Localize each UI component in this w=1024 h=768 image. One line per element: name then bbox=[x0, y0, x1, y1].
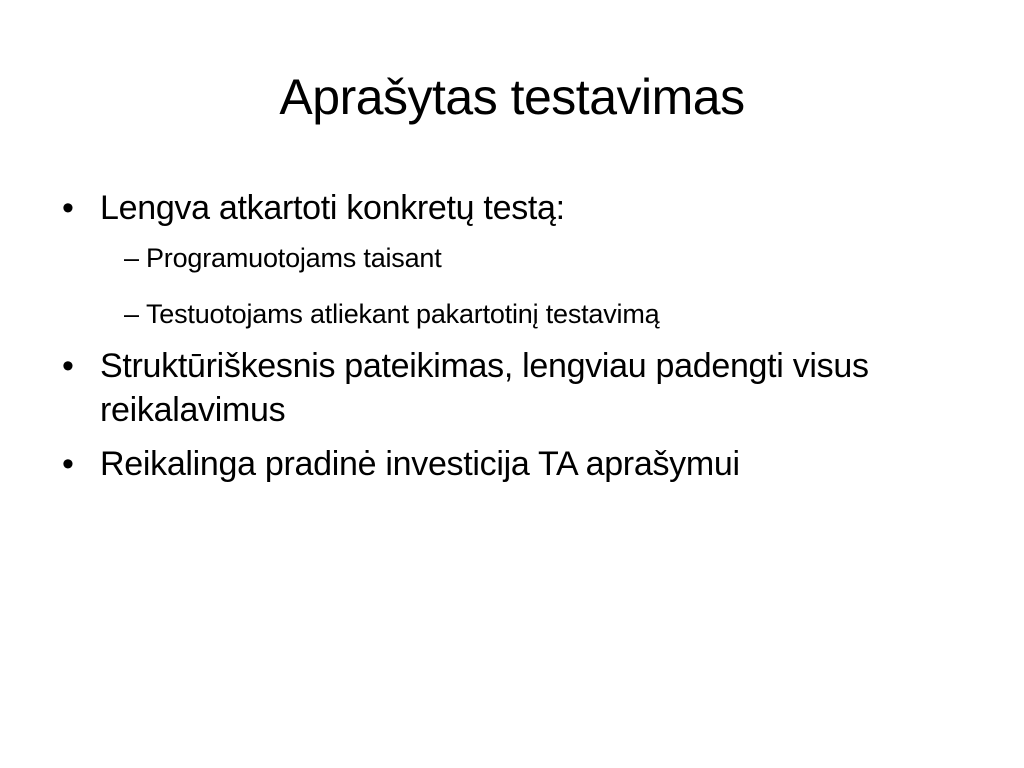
bullet-item bbox=[60, 186, 980, 230]
sub-bullet-item bbox=[60, 240, 980, 276]
bullet-text: Struktūriškesnis pateikimas, lengviau padengti visus reikalavimus bbox=[100, 347, 869, 429]
dash-marker: – bbox=[124, 299, 139, 329]
sub-bullet-text: Testuotojams atliekant pakartotinį testavimą bbox=[146, 299, 660, 329]
sub-bullet-text: Programuotojams taisant bbox=[146, 243, 442, 273]
slide-content bbox=[60, 186, 980, 496]
slide-title: Aprašytas testavimas bbox=[279, 69, 745, 125]
bullet-item bbox=[60, 442, 980, 486]
bullet-marker: • bbox=[62, 189, 74, 227]
bullet-marker: • bbox=[62, 347, 74, 385]
sub-bullet-item bbox=[60, 296, 980, 332]
bullet-marker: • bbox=[62, 445, 74, 483]
bullet-text: Lengva atkartoti konkretų testą: bbox=[100, 189, 565, 227]
bullet-item bbox=[60, 344, 980, 432]
dash-marker: – bbox=[124, 243, 139, 273]
bullet-text: Reikalinga pradinė investicija TA aprašymui bbox=[100, 445, 740, 483]
